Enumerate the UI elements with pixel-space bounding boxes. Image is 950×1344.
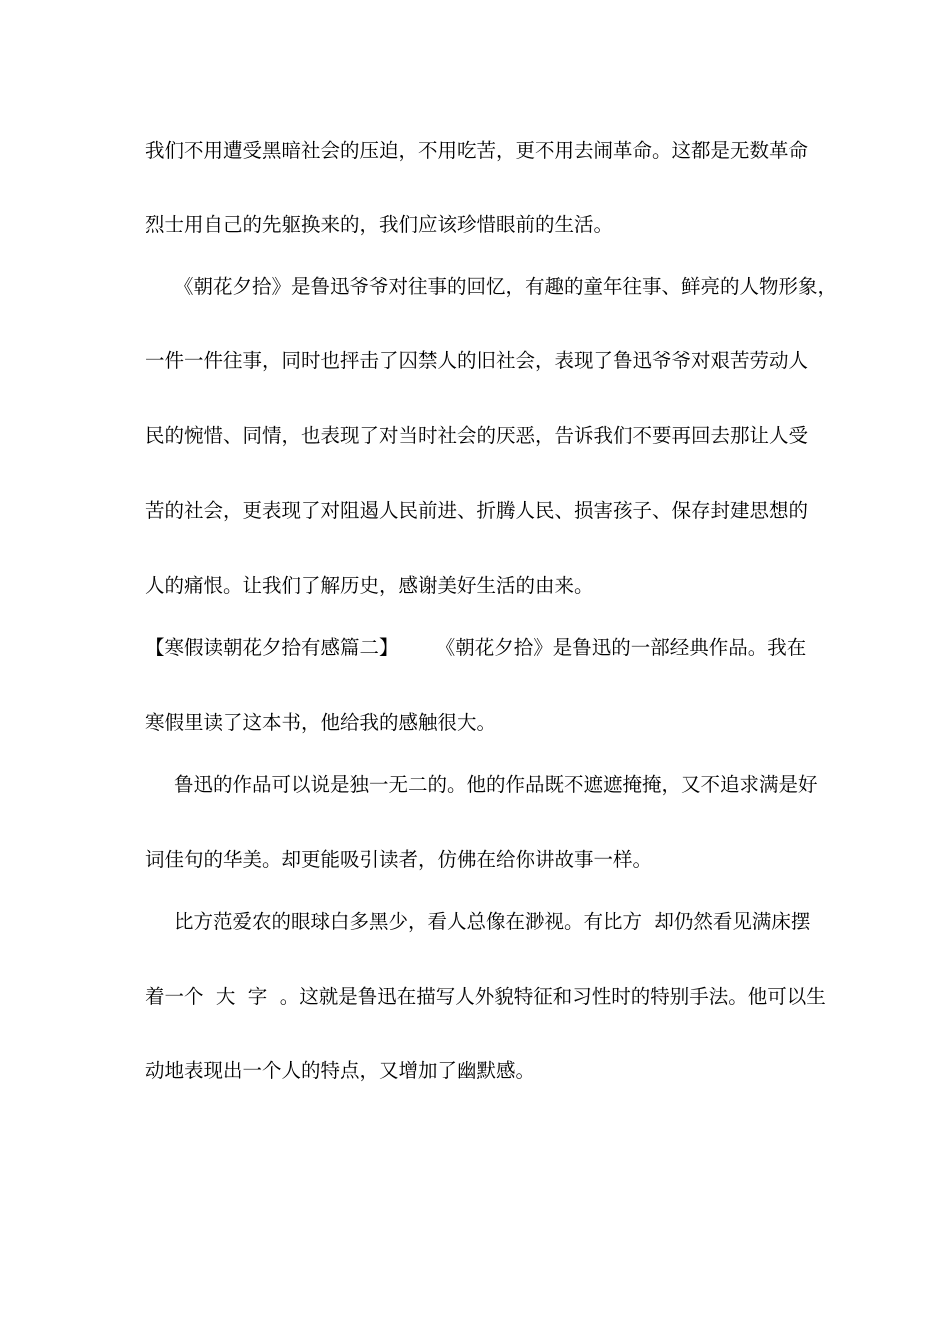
text-line: 词佳句的华美。却更能吸引读者，仿佛在给你讲故事一样。 <box>145 848 653 871</box>
text-line: 苦的社会，更表现了对阻遏人民前进、折腾人民、损害孩子、保存封建思想的 <box>145 499 809 522</box>
text-line: 民的惋惜、同情，也表现了对当时社会的厌恶，告诉我们不要再回去那让人受 <box>145 424 809 447</box>
text-line: 寒假里读了这本书，他给我的感触很大。 <box>145 711 497 734</box>
text-line: 我们不用遭受黑暗社会的压迫，不用吃苦，更不用去闹革命。这都是无数革命 <box>145 139 809 162</box>
paragraph-line: 《朝花夕拾》是鲁迅爷爷对往事的回忆，有趣的童年往事、鲜亮的人物形象， <box>174 275 838 298</box>
text-line: 人的痛恨。让我们了解历史，感谢美好生活的由来。 <box>145 574 594 597</box>
text-line: 着一个 大 字 。这就是鲁迅在描写人外貌特征和习性时的特别手法。他可以生 <box>145 985 826 1008</box>
text-line: 动地表现出一个人的特点，又增加了幽默感。 <box>145 1059 536 1082</box>
text-line: 一件一件往事，同时也抨击了囚禁人的旧社会，表现了鲁迅爷爷对艰苦劳动人 <box>145 349 809 372</box>
text-line: 烈士用自己的先躯换来的，我们应该珍惜眼前的生活。 <box>145 213 614 236</box>
section-heading-line: 【寒假读朝花夕拾有感篇二】 《朝花夕拾》是鲁迅的一部经典作品。我在 <box>145 636 807 659</box>
paragraph-line: 鲁迅的作品可以说是独一无二的。他的作品既不遮遮掩掩，又不追求满是好 <box>174 773 818 796</box>
paragraph-line: 比方范爱农的眼球白多黑少，看人总像在渺视。有比方 却仍然看见满床摆 <box>174 910 811 933</box>
